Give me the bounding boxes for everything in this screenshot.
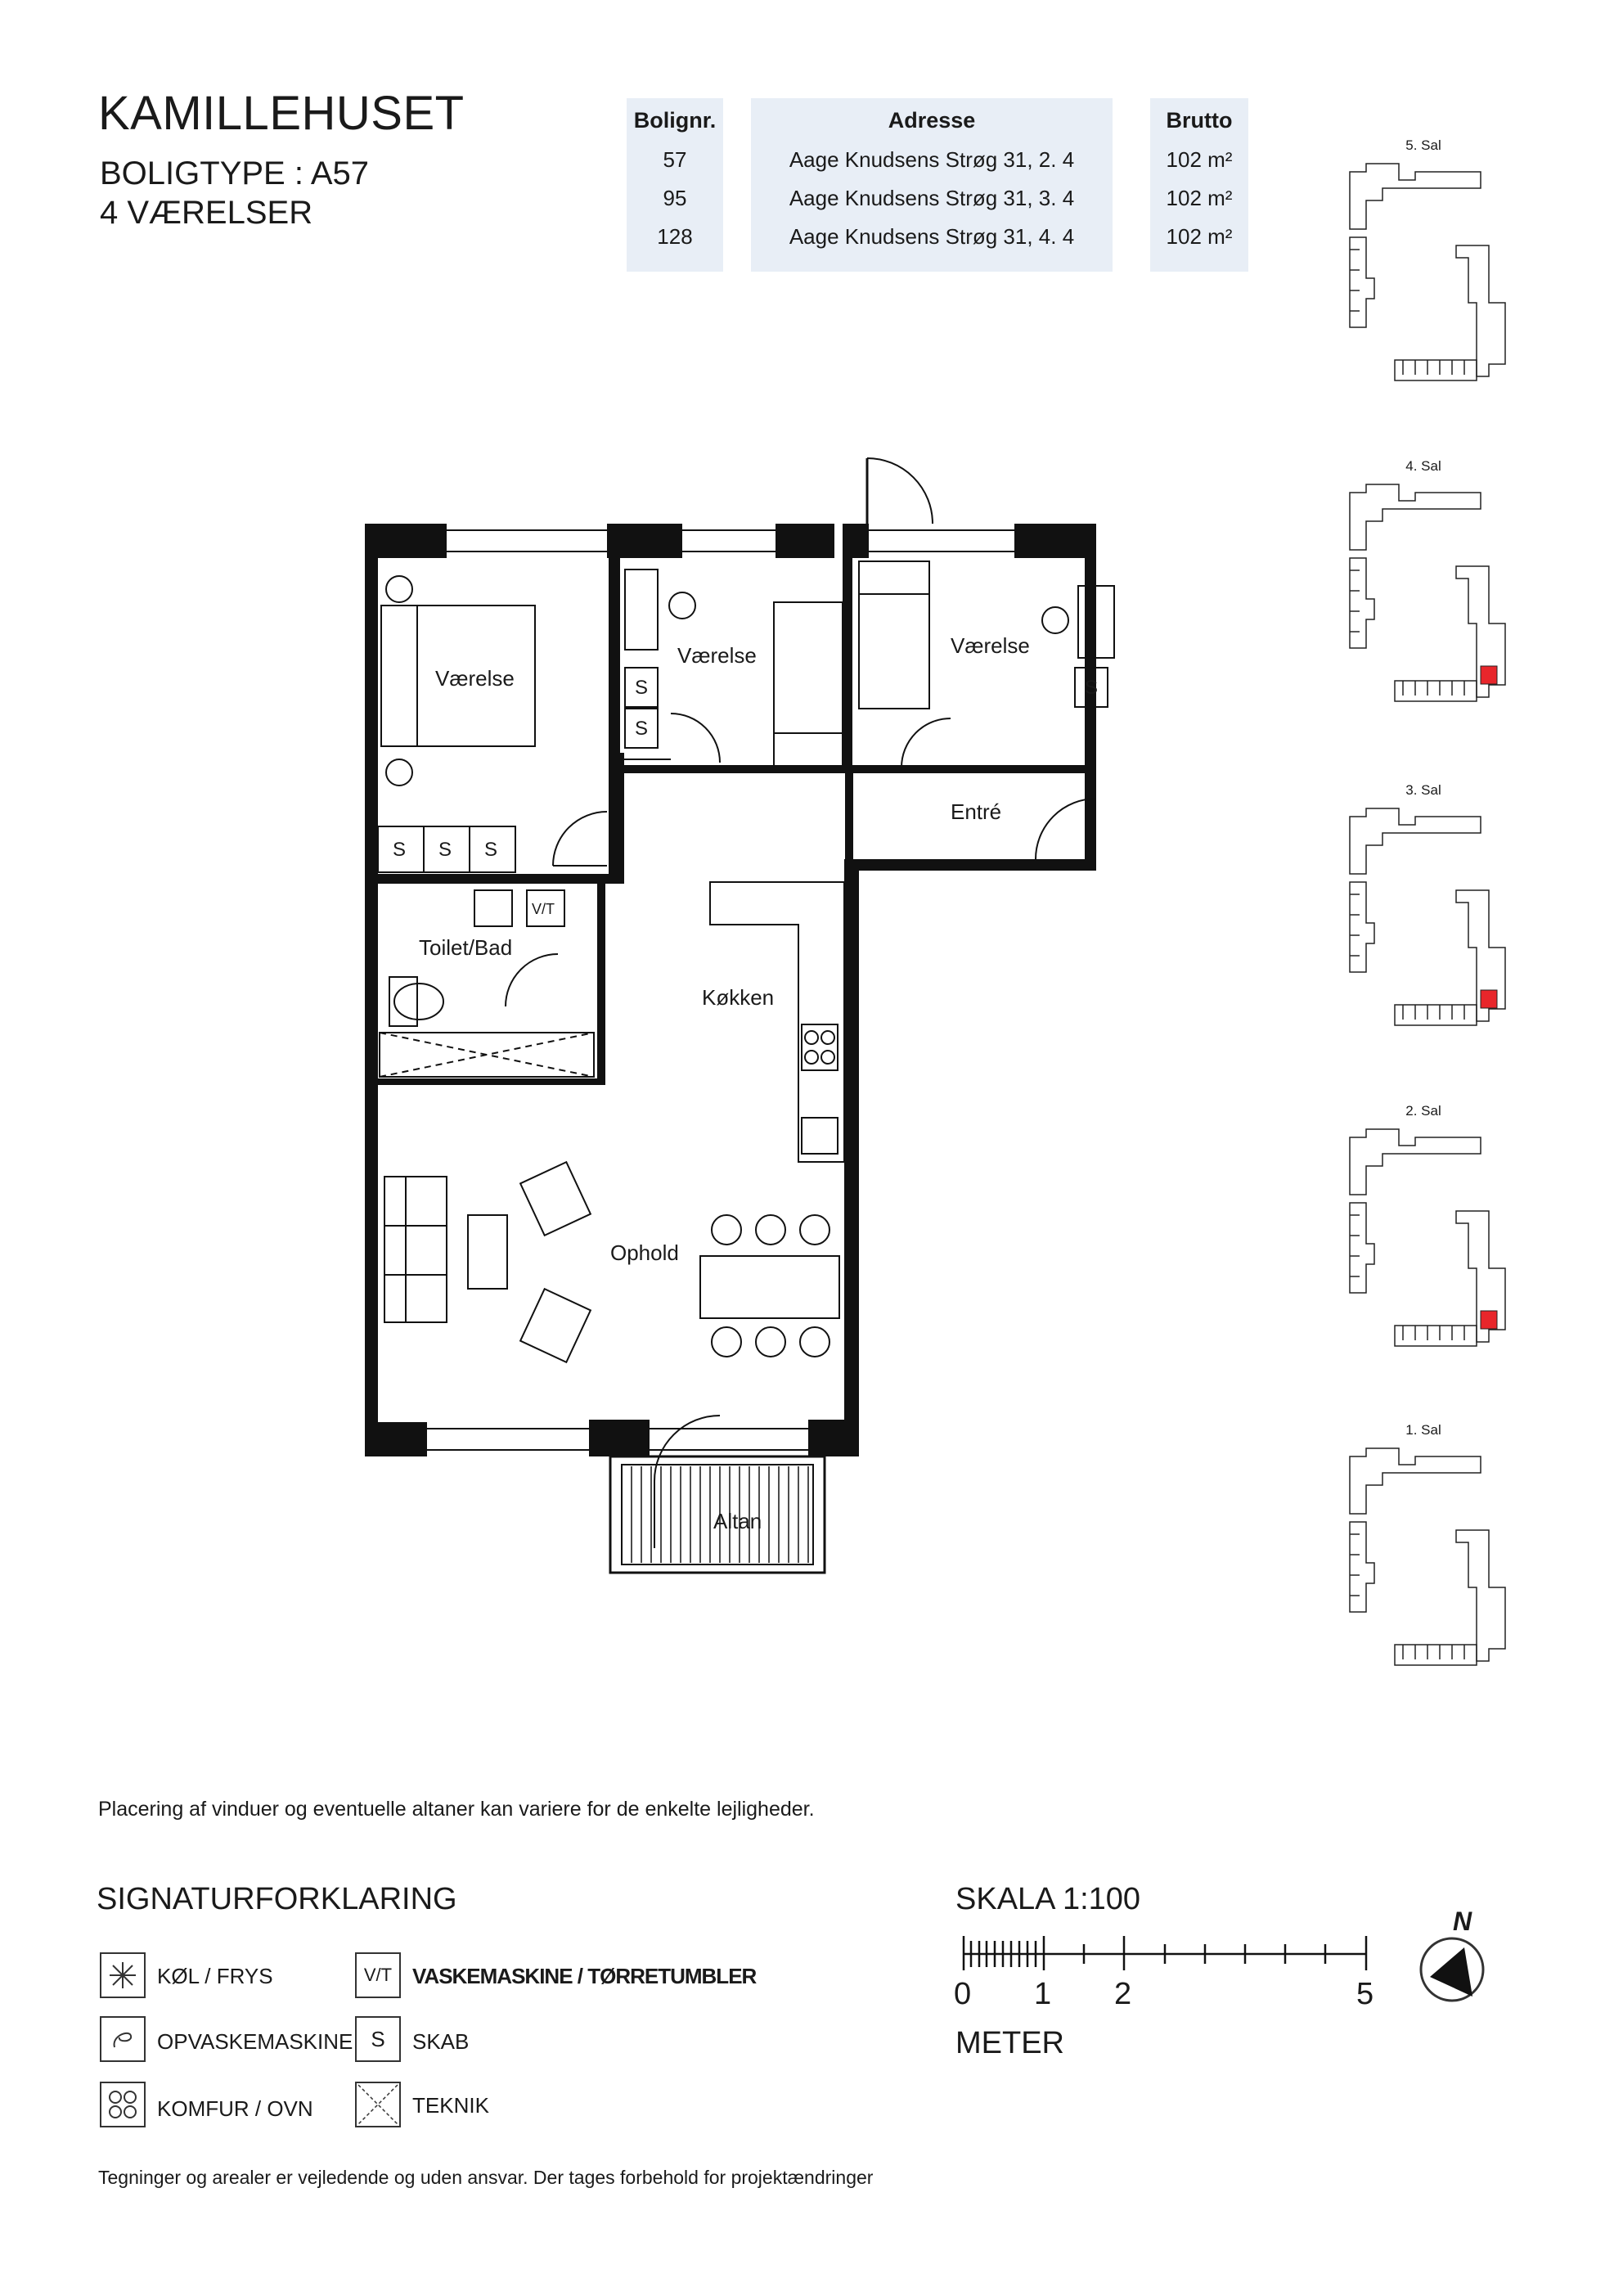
skab-label: S bbox=[484, 839, 498, 861]
legend-label-skab: SKAB bbox=[412, 2029, 470, 2054]
table-cell-brutto: 102 m² bbox=[1166, 147, 1233, 172]
table-header-bolignr: Bolignr. bbox=[633, 108, 717, 133]
room-label-kokken: Køkken bbox=[702, 985, 775, 1010]
building-outline bbox=[1333, 155, 1513, 409]
table-header-adresse: Adresse bbox=[888, 108, 976, 133]
room-label-toilet: Toilet/Bad bbox=[419, 935, 513, 960]
apartment-highlight bbox=[1481, 1311, 1497, 1329]
north-label: N bbox=[1453, 1907, 1472, 1936]
skab-label: S bbox=[438, 839, 452, 861]
floor-thumbnail bbox=[1333, 782, 1513, 1052]
page-title: KAMILLEHUSET bbox=[98, 87, 465, 140]
scale-label: 2 bbox=[1114, 1977, 1132, 2011]
building-outline bbox=[1333, 476, 1513, 730]
skab-label: S bbox=[635, 718, 649, 740]
table-cell-nr: 128 bbox=[657, 224, 693, 249]
footer-text: Tegninger og arealer er vejledende og uden ansvar. Der tages forbehold for projektændringer bbox=[98, 2167, 874, 2188]
vt-label: V/T bbox=[532, 901, 555, 917]
scale-title: SKALA 1:100 bbox=[955, 1882, 1141, 1916]
table-header-brutto: Brutto bbox=[1166, 108, 1233, 133]
legend-label-vaskemaskine: VASKEMASKINE / TØRRETUMBLER bbox=[412, 1964, 757, 1988]
boligtype-label: BOLIGTYPE : A57 bbox=[100, 155, 370, 191]
table-cell-adresse: Aage Knudsens Strøg 31, 3. 4 bbox=[789, 186, 1075, 210]
legend-label-kol-frys: KØL / FRYS bbox=[157, 1964, 273, 1988]
table-cell-brutto: 102 m² bbox=[1166, 186, 1233, 210]
scale-bar bbox=[957, 1929, 1382, 1975]
floor-thumbnail bbox=[1333, 137, 1513, 407]
scale-label: 0 bbox=[954, 1977, 972, 2011]
room-label-altan: Altan bbox=[713, 1509, 762, 1533]
floor-label: 2. Sal bbox=[1405, 1103, 1441, 1119]
floor-thumbnail bbox=[1333, 1422, 1513, 1692]
building-outline bbox=[1333, 1440, 1513, 1694]
vt-icon: V/T bbox=[355, 1952, 401, 1998]
table-cell-nr: 57 bbox=[663, 147, 687, 172]
skab-label: S bbox=[393, 839, 407, 861]
table-cell-adresse: Aage Knudsens Strøg 31, 2. 4 bbox=[789, 147, 1075, 172]
floor-label: 3. Sal bbox=[1405, 782, 1441, 798]
scale-label: 1 bbox=[1034, 1977, 1052, 2011]
table-cell-brutto: 102 m² bbox=[1166, 224, 1233, 249]
table-column-brutto bbox=[1150, 98, 1248, 272]
snowflake-icon bbox=[100, 1952, 146, 1998]
floor-thumbnail bbox=[1333, 458, 1513, 728]
legend-title: SIGNATURFORKLARING bbox=[97, 1882, 457, 1916]
north-arrow-icon bbox=[1415, 1933, 1489, 2006]
room-label-vaerelse-3: Værelse bbox=[951, 633, 1030, 658]
apartment-highlight bbox=[1481, 666, 1497, 684]
building-outline bbox=[1333, 800, 1513, 1054]
table-column-adresse bbox=[751, 98, 1113, 272]
scale-label: 5 bbox=[1356, 1977, 1374, 2011]
dishwasher-icon bbox=[100, 2016, 146, 2062]
room-label-entre: Entré bbox=[951, 799, 1002, 824]
scale-unit: METER bbox=[955, 2026, 1064, 2060]
technical-icon bbox=[355, 2082, 401, 2127]
building-outline bbox=[1333, 1121, 1513, 1375]
floor-thumbnail bbox=[1333, 1103, 1513, 1373]
skab-label: S bbox=[635, 677, 649, 699]
legend-label-komfur-ovn: KOMFUR / OVN bbox=[157, 2096, 313, 2121]
floor-plan bbox=[344, 442, 1162, 1587]
legend-label-opvaskemaskine: OPVASKEMASKINE bbox=[157, 2029, 353, 2054]
floor-label: 1. Sal bbox=[1405, 1422, 1441, 1438]
room-label-vaerelse-1: Værelse bbox=[435, 666, 515, 691]
disclaimer-text: Placering af vinduer og eventuelle altaner kan variere for de enkelte lejligheder. bbox=[98, 1798, 815, 1821]
stove-icon bbox=[100, 2082, 146, 2127]
table-cell-adresse: Aage Knudsens Strøg 31, 4. 4 bbox=[789, 224, 1075, 249]
floor-label: 5. Sal bbox=[1405, 137, 1441, 153]
rooms-count-label: 4 VÆRELSER bbox=[100, 195, 313, 231]
table-column-bolignr bbox=[627, 98, 723, 272]
skab-label: S bbox=[1085, 677, 1099, 699]
floor-label: 4. Sal bbox=[1405, 458, 1441, 474]
room-label-vaerelse-2: Værelse bbox=[677, 643, 757, 668]
table-cell-nr: 95 bbox=[663, 186, 687, 210]
apartment-highlight bbox=[1481, 990, 1497, 1008]
room-label-ophold: Ophold bbox=[610, 1240, 679, 1265]
cabinet-icon: S bbox=[355, 2016, 401, 2062]
legend-label-teknik: TEKNIK bbox=[412, 2093, 489, 2118]
